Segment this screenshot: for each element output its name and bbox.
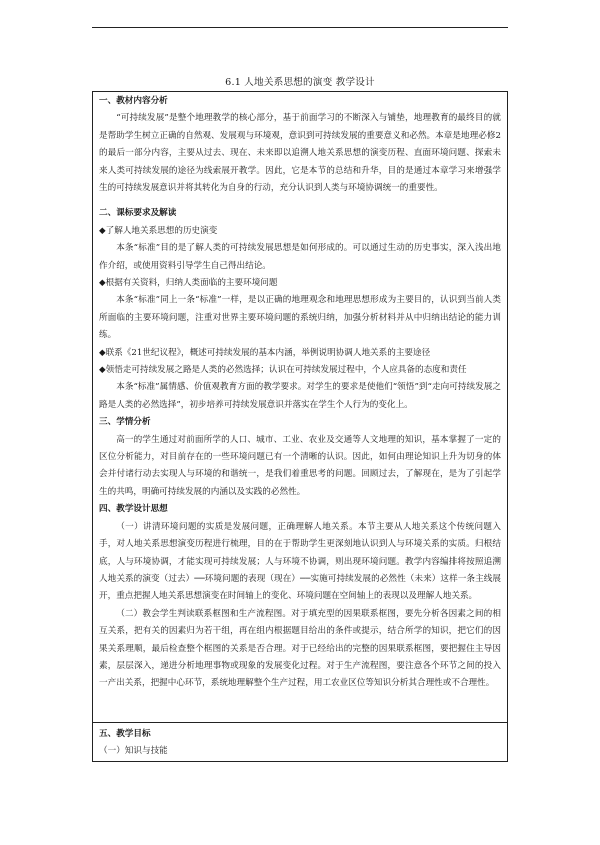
section-paragraph: （二）教会学生判读联系框图和生产流程图。对于填充型的因果联系框图，要先分析各因素之间的相互关系，把有关的因素归为若干组，再在组内根据题目给出的条件或提示，结合所学的知识，把它们的因果关系理顺，最后检查整个框图的关系是否合理。对于已经给出的完整的因果联系框图，要把握住主导因素，层层深入，递进分析地理事物或现象的发展变化过程。对于生产流程图，要注意各个环节之间的投入一产出关系，把握中心环节，系统地理解整个生产过程，用工农业区位等知识分析其合理性或不合理性。 [99,608,501,689]
section-paragraph: 高一的学生通过对前面所学的人口、城市、工业、农业及交通等人文地理的知识，基本掌握了一定的区位分析能力，对目前存在的一些环境问题已有一个清晰的认识。因此，如何由理论知识上升为切身的体会并付诸行动去实现人与环境的和谐统一，是我们着重思考的问题。回顾过去，了解现在，是为了引起学生的共鸣，明确可持续发展的内涵以及实践的必然性。 [99,434,501,497]
standard-explanation: 本条“标准”目的是了解人类的可持续发展思想是如何形成的。可以通过生动的历史事实，深入浅出地作介绍，或使用资料引导学生自己得出结论。 [99,243,501,271]
spacer [99,197,501,205]
section-divider [93,722,507,723]
standard-explanation: 本条“标准”属情感、价值观教育方面的教学要求。对学生的要求是使他们“领悟”到“走向可持续发展之路是人类的必然选择”，初步培养可持续发展意识并落实在学生个人行为的变化上。 [99,382,501,410]
section-heading: 三、学情分析 [99,417,151,428]
section-heading: 四、教学设计思想 [99,504,168,515]
standard-item: ◆了解人地关系思想的历史演变 [99,225,218,236]
section-heading: 一、教材内容分析 [99,96,168,106]
header-rule [92,27,508,28]
section-paragraph: （一）讲清环境问题的实质是发展问题，正确理解人地关系。本节主要从人地关系这个传统问题入手，对人地关系思想演变历程进行梳理，目的在于帮助学生更深刻地认识到人与环境关系的实质。归根结底，人与环境协调，才能实现可持续发展；人与环境不协调，则出现环境问题。教学内容编排将按照追溯人地关系的演变（过去）──环境问题的表现（现在）──实施可持续发展的必然性（未来）这样一条主线展开，重点把握人地关系思想演变在时间轴上的变化、环境问题在空间轴上的表现以及理解人地关系。 [99,521,501,602]
lesson-plan-table [92,91,508,762]
table-body-lower [99,726,501,761]
standard-explanation: 本条“标准”同上一条“标准”一样，是以正确的地理观念和地理思想形成为主要目的，认识到当前人类所面临的主要环境问题，注重对世界主要环境问题的系统归纳，加强分析材料并从中归纳出结论的能力训练。 [99,295,501,341]
section-heading: 五、教学目标 [99,729,151,739]
standard-item: ◆联系《21世纪议程》，概述可持续发展的基本内涵，举例说明协调人地关系的主要途径 [99,347,431,358]
subsection-heading: （一）知识与技能 [99,746,168,757]
section-paragraph: “可持续发展”是整个地理教学的核心部分，基于前面学习的不断深入与铺垫，地理教育的最终目的就是帮助学生树立正确的自然观、发展观与环境观，意识到可持续发展的重要意义和必然。本章是地理必修2的最后一部分内容，主要从过去、现在、未来即以追溯人地关系思想的演变历程、直面环境问题、探索未来人类可持续发展的途径为线索展开教学。因此，它是本节的总结和升华，目的是通过本章学习来增强学生的可持续发展意识并将其转化为自身的行动，充分认识到人类与环境协调统一的重要性。 [99,113,501,194]
standard-item: ◆根据有关资料，归纳人类面临的主要环境问题 [99,278,278,289]
standard-item: ◆领悟走可持续发展之路是人类的必然选择；认识在可持续发展过程中，个人应具备的态度和责任 [99,365,467,376]
section-heading: 二、课标要求及解读 [99,208,177,219]
table-body [99,93,501,693]
document-title: 6.1 人地关系思想的演变 教学设计 [225,77,375,88]
